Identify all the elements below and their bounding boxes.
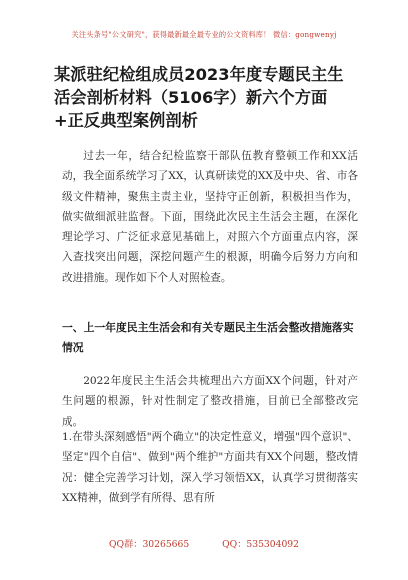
paragraph-item-1: 1.在带头深刻感悟"两个确立"的决定性意义，增强"四个意识"、坚定"四个自信"、做到"两个维护"方面共有XX个问题，整改情况：健全完善学习计划，深入学习领悟XX，认真学习贯彻落实XX精神，做到学有所得、思有所	[62, 431, 358, 504]
paragraph-intro: 过去一年，结合纪检监察干部队伍教育整顿工作和XX活动，我全面系统学习了XX，认真研读党的XX及中央、省、市各级文件精神，聚焦主责主业，坚持守正创新，积极担当作为，做实做细派驻监督。下面，围绕此次民主生活会主题，在深化理论学习、广泛征求意见基础上，对照六个方面重点内容，深入查找突出问题，深挖问题产生的根源，明确今后努力方向和改进措施。现作如下个人对照检查。	[62, 150, 358, 284]
document-title: 某派驻纪检组成员2023年度专题民主生活会剖析材料（5106字）新六个方面+正反典型案例剖析	[54, 65, 344, 130]
header-banner: 关注头条号"公文研究"，获得最新最全最专业的公文资料库！ 微信：gongwenyj	[71, 30, 337, 39]
footer-qq: QQ：535304092	[222, 539, 299, 550]
section-heading: 一、上一年度民主生活会和有关专题民主生活会整改措施落实情况	[62, 321, 354, 354]
footer	[0, 536, 408, 550]
footer-qq-group: QQ群：30265665	[109, 539, 190, 550]
paragraph-summary: 2022年度民主生活会共梳理出六方面XX个问题，针对产生问题的根源，针对性制定了整改措施，目前已全部整改完成。	[62, 375, 358, 428]
